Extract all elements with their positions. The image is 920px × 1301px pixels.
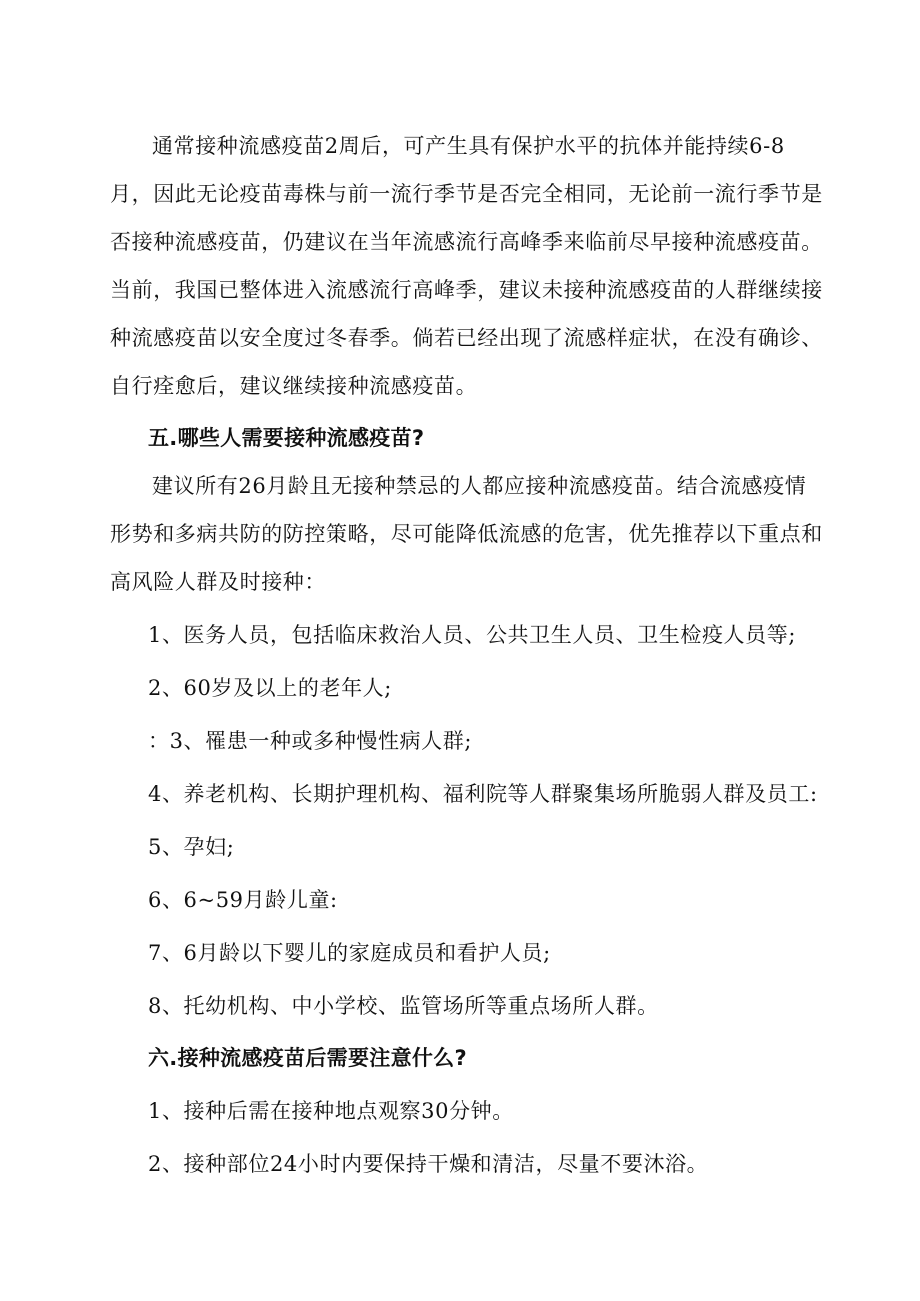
document-body <box>110 122 826 1188</box>
list-item: 2、接种部位24小时内要保持干燥和清洁，尽量不要沐浴。 <box>148 1152 709 1176</box>
section5-intro-paragraph: 建议所有26月龄且无接种禁忌的人都应接种流感疫苗。结合流感疫情形势和多病共防的防控策略，尽可能降低流感的危害，优先推荐以下重点和高风险人群及时接种： <box>110 474 823 594</box>
section5-heading: 五.哪些人需要接种流感疫苗? <box>148 426 425 450</box>
section6-list <box>110 1087 826 1188</box>
section4-paragraph: 通常接种流感疫苗2周后，可产生具有保护水平的抗体并能持续6-8月，因此无论疫苗毒株与前一流行季节是否完全相同，无论前一流行季节是否接种流感疫苗，仍建议在当年流感流行高峰季来临前尽早接种流感疫苗。当前，我国已整体进入流感流行高峰季，建议未接种流感疫苗的人群继续接种流感疫苗以安全度过冬春季。倘若已经出现了流感样症状，在没有确诊、自行痊愈后，建议继续接种流感疫苗。 <box>110 134 823 398</box>
list-item: 4、养老机构、长期护理机构、福利院等人群聚集场所脆弱人群及员工: <box>148 782 818 806</box>
list-item: 5、孕妇; <box>148 835 235 859</box>
list-item: 8、托幼机构、中小学校、监管场所等重点场所人群。 <box>148 994 659 1018</box>
list-item: 6、6~59月龄儿童: <box>148 888 338 912</box>
list-item: 7、6月龄以下婴儿的家庭成员和看护人员; <box>148 941 551 965</box>
list-item: 2、60岁及以上的老年人; <box>148 676 392 700</box>
list-item: 1、接种后需在接种地点观察30分钟。 <box>148 1099 514 1123</box>
list-item: 1、医务人员，包括临床救治人员、公共卫生人员、卫生检疫人员等; <box>148 623 797 647</box>
list-item: ：3、罹患一种或多种慢性病人群; <box>148 729 473 753</box>
section5-list <box>110 611 826 1030</box>
section6-heading: 六.接种流感疫苗后需要注意什么? <box>148 1046 467 1070</box>
